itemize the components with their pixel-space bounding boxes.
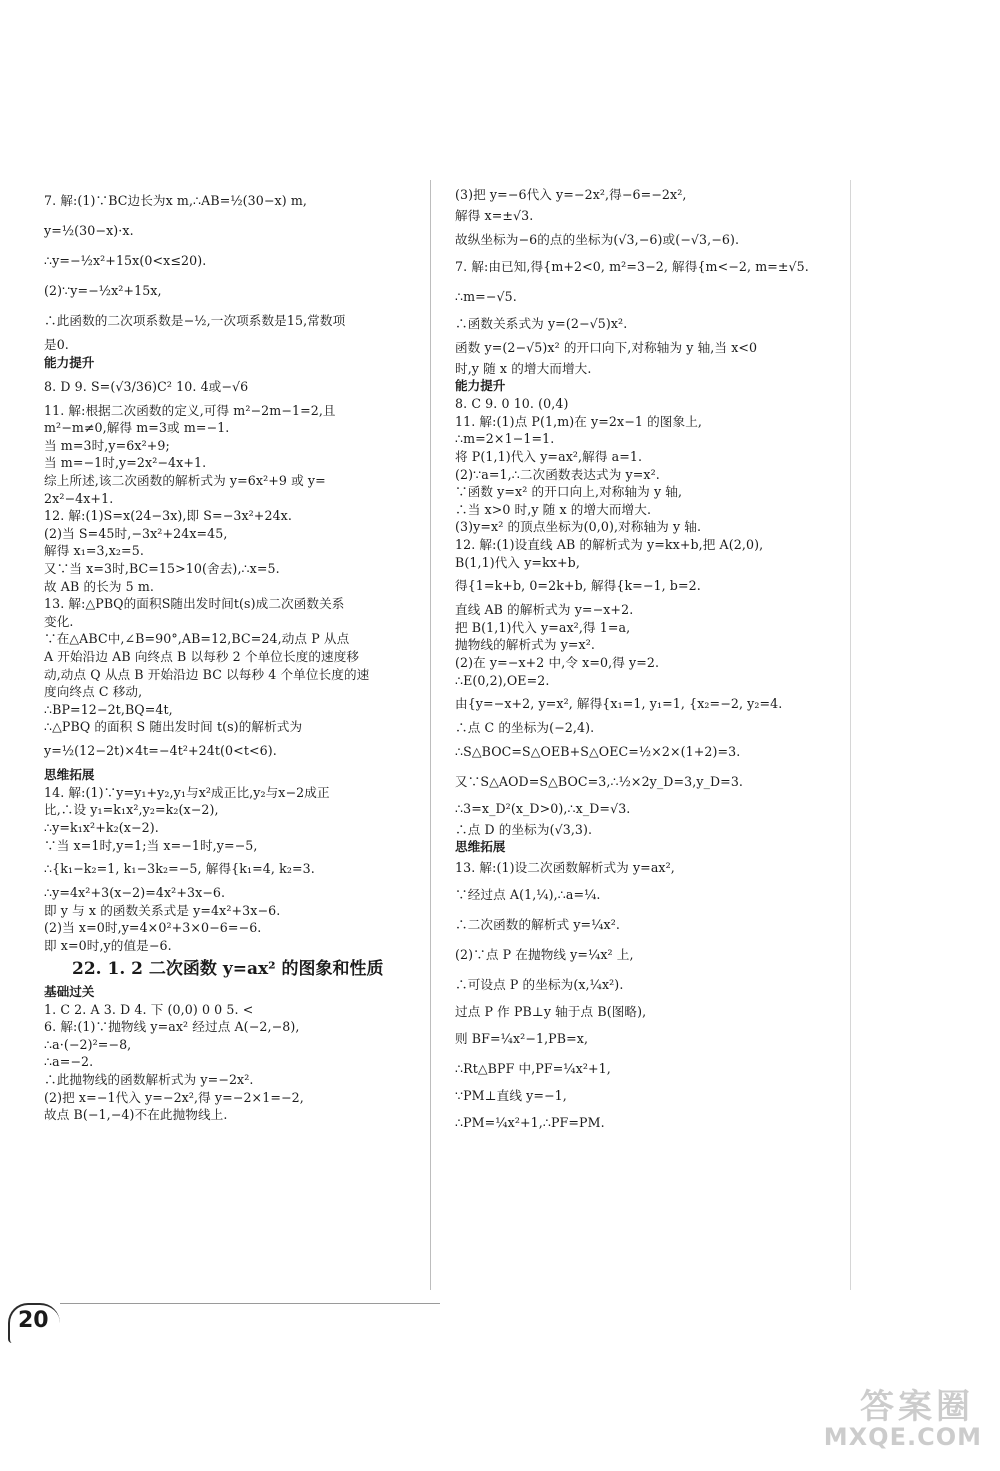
column-divider (430, 180, 431, 1290)
right-column (455, 186, 825, 1138)
answer-line: 7. 解:由已知,得{m+2<0, m²=3−2, 解得{m<−2, m=±√5. (455, 258, 809, 274)
left-column (44, 186, 416, 1124)
answer-line: ∴3=x_D²(x_D>0),∴x_D=√3. (455, 800, 631, 816)
answer-line: 是0. (44, 337, 69, 352)
answer-line: 比,∴设 y₁=k₁x²,y₂=k₂(x−2), (44, 802, 219, 818)
answer-line: 把 B(1,1)代入 y=ax²,得 1=a, (455, 619, 631, 635)
answer-line: 解得 x₁=3,x₂=5. (44, 543, 144, 559)
section-heading: 能力提升 (455, 378, 506, 394)
answer-line: (2)∵y=−½x²+15x, (44, 283, 162, 298)
answer-line: (2)当 x=0时,y=4×0²+3×0−6=−6. (44, 920, 262, 936)
answer-line: ∴S△BOC=S△OEB+S△OEC=½×2×(1+2)=3. (455, 743, 741, 759)
answer-line: 2x²−4x+1. (44, 490, 114, 506)
answer-line: 13. 解:(1)设二次函数解析式为 y=ax², (455, 860, 675, 876)
answer-line: 函数 y=(2−√5)x² 的开口向下,对称轴为 y 轴,当 x<0 (455, 339, 758, 355)
answer-line: (2)在 y=−x+2 中,令 x=0,得 y=2. (455, 654, 660, 670)
watermark-logo-text: 答案圈 (860, 1387, 974, 1427)
footer-rule (60, 1303, 440, 1304)
answer-line: 故点 B(−1,−4)不在此抛物线上. (44, 1107, 228, 1123)
answer-line: ∴y=4x²+3(x−2)=4x²+3x−6. (44, 885, 226, 901)
answer-line: m²−m≠0,解得 m=3或 m=−1. (44, 420, 230, 436)
answer-line: ∴a=−2. (44, 1054, 94, 1070)
answer-line: ∴此抛物线的函数解析式为 y=−2x². (44, 1072, 254, 1087)
answer-line: ∵当 x=1时,y=1;当 x=−1时,y=−5, (44, 837, 258, 853)
answer-line: ∴可设点 P 的坐标为(x,¼x²). (455, 977, 624, 993)
answer-line: ∵PM⊥直线 y=−1, (455, 1088, 567, 1104)
section-heading: 能力提升 (44, 354, 95, 370)
answer-line: ∵函数 y=x² 的开口向上,对称轴为 y 轴, (455, 484, 683, 500)
page-number-badge (8, 1303, 62, 1343)
answer-line: 变化. (44, 613, 74, 629)
answer-line: 14. 解:(1)∵y=y₁+y₂,y₁与x²成正比,y₂与x−2成正 (44, 784, 330, 800)
answer-line: ∴y=k₁x²+k₂(x−2). (44, 820, 159, 836)
section-heading: 基础过关 (44, 983, 95, 999)
answer-line: ∴点 C 的坐标为(−2,4). (455, 720, 595, 736)
answer-line: 将 P(1,1)代入 y=ax²,解得 a=1. (455, 448, 643, 464)
answer-line: ∴a·(−2)²=−8, (44, 1036, 132, 1052)
right-edge-rule (850, 180, 851, 1290)
answer-line: ∴m=2×1−1=1. (455, 431, 555, 447)
answer-line: ∴{k₁−k₂=1, k₁−3k₂=−5, 解得{k₁=4, k₂=3. (44, 861, 315, 877)
page-number: 20 (18, 1308, 49, 1333)
answer-line: 时,y 随 x 的增大而增大. (455, 360, 592, 376)
answer-line: 当 m=−1时,y=2x²−4x+1. (44, 455, 207, 471)
answer-line: 动,动点 Q 从点 B 开始沿边 BC 以每秒 4 个单位长度的速 (44, 666, 370, 682)
section-heading: 思维拓展 (44, 766, 95, 782)
answer-line: 故 AB 的长为 5 m. (44, 578, 154, 594)
answer-line: 过点 P 作 PB⊥y 轴于点 B(图略), (455, 1004, 647, 1020)
answer-line: 由{y=−x+2, y=x², 解得{x₁=1, y₁=1, {x₂=−2, y₂=4. (455, 696, 783, 712)
answer-line: 当 m=3时,y=6x²+9; (44, 437, 170, 453)
answer-line: (2)∵a=1,∴二次函数表达式为 y=x². (455, 466, 660, 482)
answer-line: 12. 解:(1)S=x(24−3x),即 S=−3x²+24x. (44, 508, 292, 524)
answer-line: y=½(12−2t)×4t=−4t²+24t(0<t<6). (44, 742, 277, 758)
answer-line: ∴y=−½x²+15x(0<x≤20). (44, 253, 207, 268)
answer-line: ∴PM=¼x²+1,∴PF=PM. (455, 1115, 605, 1131)
answer-line: 抛物线的解析式为 y=x². (455, 637, 595, 653)
answer-line: 即 x=0时,y的值是−6. (44, 938, 172, 954)
answer-line: ∴BP=12−2t,BQ=4t, (44, 701, 173, 717)
answer-line: 综上所述,该二次函数的解析式为 y=6x²+9 或 y= (44, 472, 326, 488)
answer-line: ∴当 x>0 时,y 随 x 的增大而增大. (455, 501, 652, 517)
answer-line: ∴点 D 的坐标为(√3,3). (455, 821, 593, 837)
answer-line: ∴E(0,2),OE=2. (455, 672, 550, 688)
answer-line: ∴二次函数的解析式 y=¼x². (455, 917, 620, 933)
answer-line: 故纵坐标为−6的点的坐标为(√3,−6)或(−√3,−6). (455, 231, 740, 247)
answer-line: A 开始沿边 AB 向终点 B 以每秒 2 个单位长度的速度移 (44, 648, 360, 664)
answer-line: (2)当 S=45时,−3x²+24x=45, (44, 525, 228, 541)
answer-line: 则 BF=¼x²−1,PB=x, (455, 1031, 589, 1047)
answer-line: (3)y=x² 的顶点坐标为(0,0),对称轴为 y 轴. (455, 519, 702, 535)
answer-line: 8. D 9. S=(√3/36)C² 10. 4或−√6 (44, 378, 249, 394)
answer-line: ∴此函数的二次项系数是−½,一次项系数是15,常数项 (44, 313, 346, 328)
answer-line: 又∵当 x=3时,BC=15>10(舍去),∴x=5. (44, 560, 280, 576)
answer-line: (2)∵点 P 在抛物线 y=¼x² 上, (455, 947, 634, 963)
answer-line: 直线 AB 的解析式为 y=−x+2. (455, 602, 634, 618)
answer-line: 11. 解:根据二次函数的定义,可得 m²−2m−1=2,且 (44, 402, 336, 418)
answer-line: 又∵S△AOD=S△BOC=3,∴½×2y_D=3,y_D=3. (455, 773, 744, 789)
answer-line: ∵经过点 A(1,¼),∴a=¼. (455, 887, 601, 903)
answer-line: 6. 解:(1)∵抛物线 y=ax² 经过点 A(−2,−8), (44, 1019, 300, 1035)
answer-line: 11. 解:(1)点 P(1,m)在 y=2x−1 的图象上, (455, 413, 702, 429)
answer-line: 1. C 2. A 3. D 4. 下 (0,0) 0 0 5. < (44, 1001, 254, 1017)
answer-line: ∴Rt△BPF 中,PF=¼x²+1, (455, 1061, 611, 1077)
answer-line: (3)把 y=−6代入 y=−2x²,得−6=−2x², (455, 187, 687, 202)
section-heading: 思维拓展 (455, 839, 506, 855)
answer-line: B(1,1)代入 y=kx+b, (455, 554, 580, 570)
answer-line: ∴m=−√5. (455, 288, 517, 304)
answer-line: 7. 解:(1)∵BC边长为x m,∴AB=½(30−x) m, (44, 193, 308, 208)
answer-line: 8. C 9. 0 10. (0,4) (455, 396, 569, 412)
lesson-title: 22. 1. 2 二次函数 y=ax² 的图象和性质 (72, 958, 384, 979)
answer-line: 13. 解:△PBQ的面积S随出发时间t(s)成二次函数关系 (44, 596, 345, 612)
site-watermark (802, 1379, 982, 1459)
answer-line: y=½(30−x)·x. (44, 223, 134, 238)
watermark-url: MXQE.COM (823, 1423, 982, 1451)
answer-line: ∴函数关系式为 y=(2−√5)x². (455, 315, 628, 331)
answer-line: 即 y 与 x 的函数关系式是 y=4x²+3x−6. (44, 902, 281, 918)
answer-line: ∵在△ABC中,∠B=90°,AB=12,BC=24,动点 P 从点 (44, 631, 350, 647)
answer-line: 度向终点 C 移动, (44, 684, 143, 700)
answer-line: 解得 x=±√3. (455, 207, 534, 223)
answer-line: 得{1=k+b, 0=2k+b, 解得{k=−1, b=2. (455, 578, 701, 594)
answer-line: ∴△PBQ 的面积 S 随出发时间 t(s)的解析式为 (44, 719, 303, 735)
answer-line: 12. 解:(1)设直线 AB 的解析式为 y=kx+b,把 A(2,0), (455, 536, 764, 552)
answer-line: (2)把 x=−1代入 y=−2x²,得 y=−2×1=−2, (44, 1089, 304, 1105)
